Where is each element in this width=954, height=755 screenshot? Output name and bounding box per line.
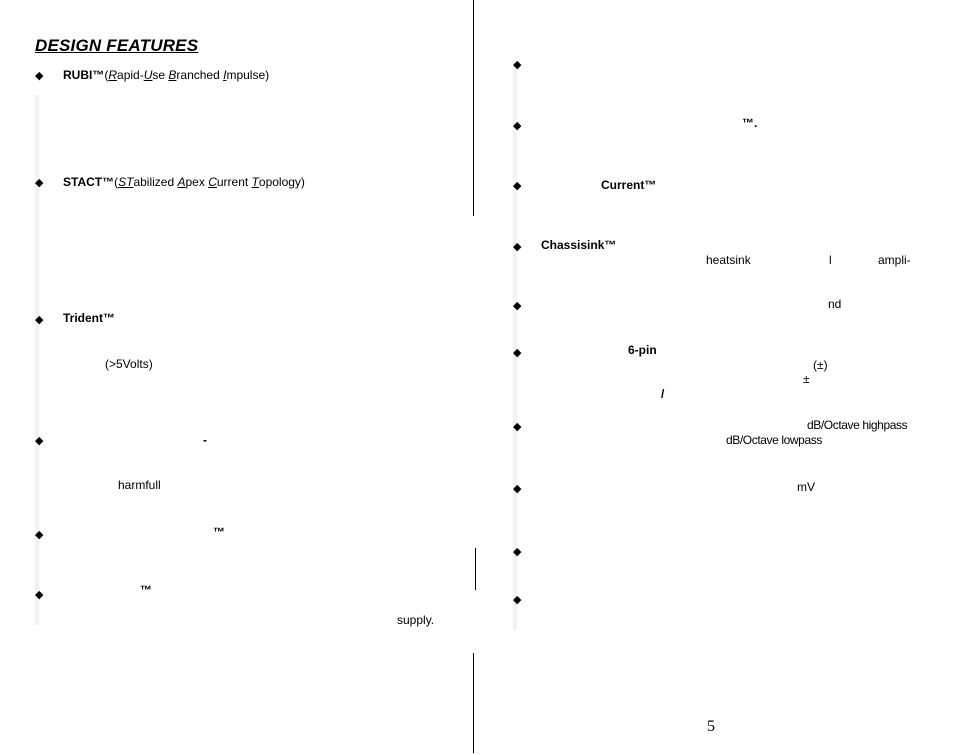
bullet-chassisink: ◆ xyxy=(513,241,522,253)
column-divider-mid xyxy=(475,548,476,590)
plusminus-sign: ± xyxy=(803,372,810,386)
bullet-right-1: ◆ xyxy=(513,59,522,71)
bullet-right-9: ◆ xyxy=(513,546,522,558)
harmfull-text: harmfull xyxy=(118,478,161,492)
chassisink-label: Chassisink™ xyxy=(541,238,617,252)
bullet-current: ◆ xyxy=(513,180,522,192)
tm-mark-1: ™ xyxy=(213,525,225,539)
rubi-line: RUBI™(Rapid-Use Branched Impulse) xyxy=(63,68,270,82)
bullet-right-5: ◆ xyxy=(513,300,522,312)
nd-text: nd xyxy=(828,297,842,311)
current-label: Current™ xyxy=(601,178,657,192)
page-number: 5 xyxy=(707,718,715,735)
bullet-rubi: ◆ xyxy=(35,70,44,82)
bullet-left-4: ◆ xyxy=(35,435,44,447)
trident-label: Trident™ xyxy=(63,311,116,325)
bullet-left-5: ◆ xyxy=(35,529,44,541)
mv-text: mV xyxy=(797,480,815,494)
bullet-trident: ◆ xyxy=(35,314,44,326)
slash-mark: / xyxy=(661,387,665,401)
stact-name: STACT™ xyxy=(63,175,115,189)
dash-text: - xyxy=(203,433,207,447)
l-text: l xyxy=(829,253,832,267)
plusminus-paren: (±) xyxy=(813,358,828,372)
ampli-text: ampli- xyxy=(878,253,911,267)
supply-text: supply. xyxy=(397,613,435,627)
bullet-sixpin: ◆ xyxy=(513,347,522,359)
bullet-filters: ◆ xyxy=(513,421,522,433)
lowpass-text: dB/Octave lowpass xyxy=(726,433,822,447)
rubi-name: RUBI™ xyxy=(63,68,105,82)
bullet-stact: ◆ xyxy=(35,177,44,189)
bullet-right-10: ◆ xyxy=(513,594,522,606)
volts-text: (>5Volts) xyxy=(105,357,153,371)
column-divider-top xyxy=(473,0,474,216)
stact-line: STACT™(STabilized Apex Current Topology) xyxy=(63,175,305,189)
sixpin-label: 6-pin xyxy=(628,343,657,357)
left-margin-shade xyxy=(35,95,39,625)
heatsink-text: heatsink xyxy=(706,253,751,267)
tm-dot-mark: ™. xyxy=(742,116,758,130)
bullet-left-6: ◆ xyxy=(35,589,44,601)
highpass-text: dB/Octave highpass xyxy=(807,418,908,432)
bullet-right-2: ◆ xyxy=(513,120,522,132)
bullet-mv: ◆ xyxy=(513,483,522,495)
page-heading: DESIGN FEATURES xyxy=(35,36,199,55)
column-divider-bottom xyxy=(473,653,474,753)
tm-mark-2: ™ xyxy=(140,583,152,597)
